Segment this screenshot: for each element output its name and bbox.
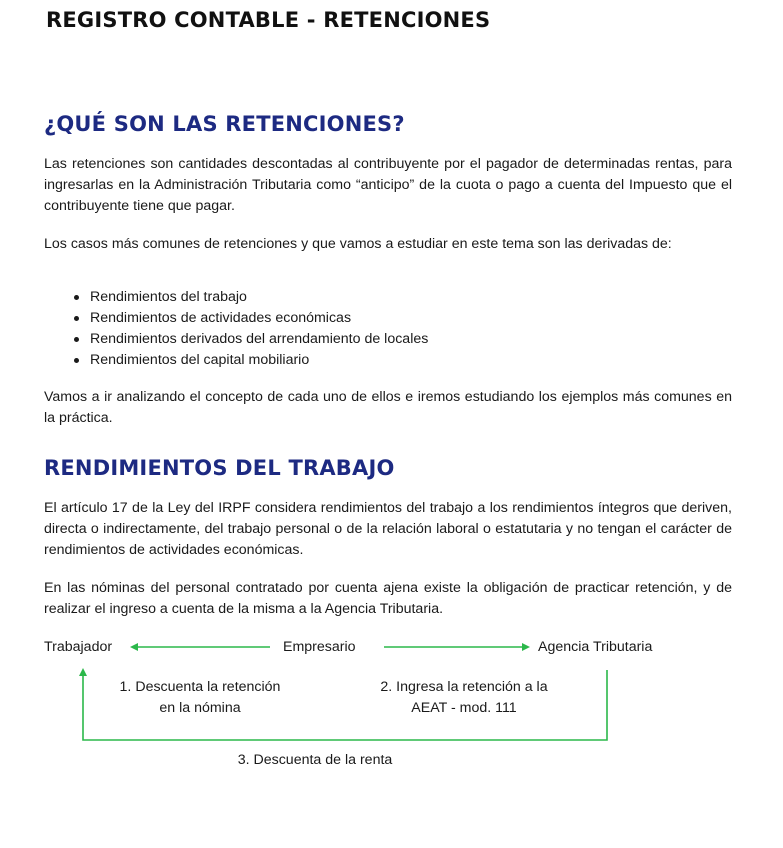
section-heading-rendimientos-trabajo: RENDIMIENTOS DEL TRABAJO (44, 456, 395, 480)
diagram-label-employer: Empresario (283, 639, 356, 655)
diagram-label-agency: Agencia Tributaria (538, 639, 653, 655)
list-item-label: Rendimientos del capital mobiliario (90, 352, 310, 368)
list-item-label: Rendimientos del trabajo (90, 289, 247, 305)
paragraph-common-cases: Los casos más comunes de retenciones y que vamos a estudiar en este tema son las derivadas de: (44, 236, 672, 252)
paragraph-nominas: En las nóminas del personal contratado por cuenta ajena existe la obligación de practicar retención, y de realizar el ingreso a cuenta de la misma a la Agencia Tributaria. (44, 580, 732, 617)
step-2-line-2: AEAT - mod. 111 (411, 700, 517, 716)
diagram-step-1 (92, 677, 308, 719)
paragraph-definition: Las retenciones son cantidades descontadas al contribuyente por el pagador de determinadas rentas, para ingresarlas en la Administración Tributaria como “anticipo” de la cuota o pago a cuenta del Impuesto que el contribuyente tiene que pagar. (44, 156, 732, 214)
section-heading-retenciones: ¿QUÉ SON LAS RETENCIONES? (44, 112, 405, 136)
diagram-label-worker: Trabajador (44, 639, 113, 655)
list-item-label: Rendimientos de actividades económicas (90, 310, 352, 326)
step-1-line-2: en la nómina (159, 700, 241, 716)
document-title: REGISTRO CONTABLE - RETENCIONES (46, 8, 491, 32)
step-1-line-1: 1. Descuenta la retención (119, 679, 281, 695)
step-2-line-1: 2. Ingresa la retención a la (380, 679, 548, 695)
paragraph-article-17: El artículo 17 de la Ley del IRPF considera rendimientos del trabajo a los rendimientos íntegros que deriven, directa o indirectamente, del trabajo personal o de la relación laboral o estatutaria y no tengan el carácter de rendimientos de actividades económicas. (44, 500, 732, 558)
diagram-step-2 (350, 677, 578, 719)
paragraph-analysis: Vamos a ir analizando el concepto de cada uno de ellos e iremos estudiando los ejemplos más comunes en la práctica. (44, 389, 732, 426)
diagram-step-3: 3. Descuenta de la renta (237, 752, 393, 768)
list-item-label: Rendimientos derivados del arrendamiento de locales (90, 331, 429, 347)
